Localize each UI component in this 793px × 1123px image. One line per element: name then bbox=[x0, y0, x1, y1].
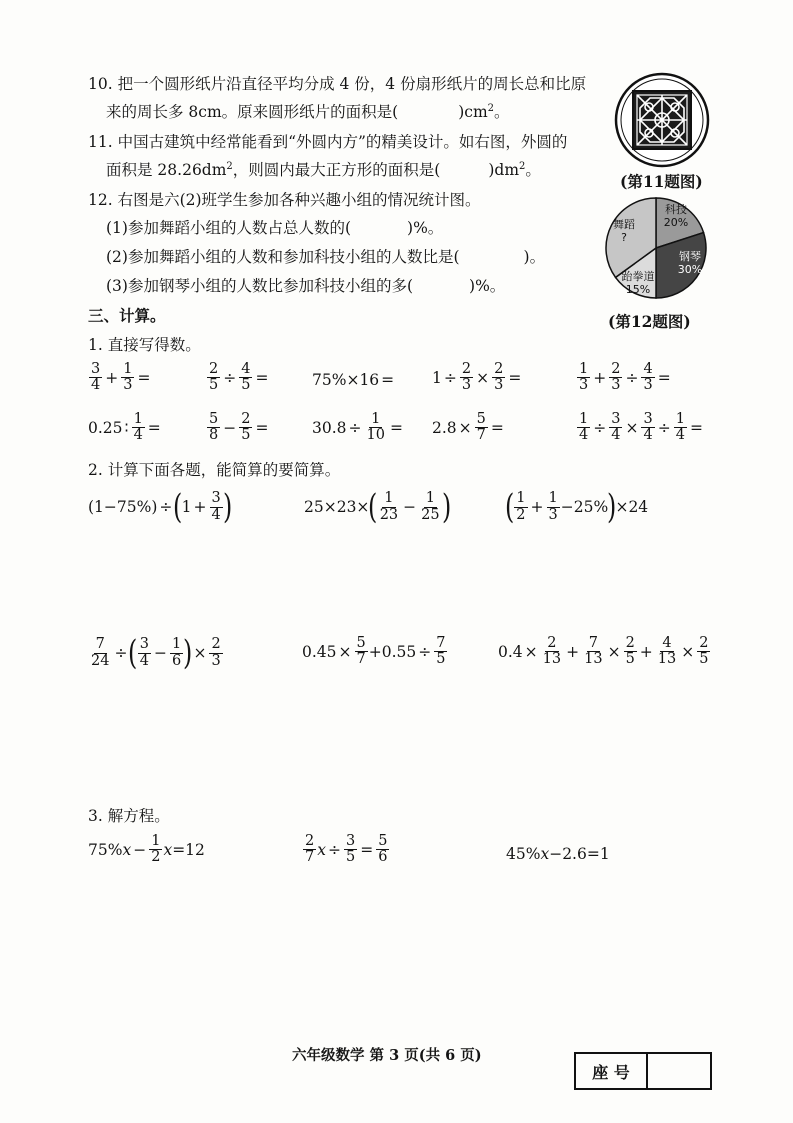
mental-calc-9: 2.8 × $\frac{5}{7}$ = bbox=[432, 411, 504, 444]
q10-text-c: 。 bbox=[494, 103, 510, 121]
q12-sub1-end: )%。 bbox=[407, 219, 444, 237]
part-3-heading: 3. 解方程。 bbox=[88, 807, 170, 825]
pie-value-wudao: ? bbox=[621, 231, 627, 244]
frac: $\frac{3}{4}$ bbox=[91, 361, 101, 394]
fig11-caption: (第11题图) bbox=[620, 172, 703, 191]
q10-text-a: 来的周长多 8cm。原来圆形纸片的面积是( bbox=[106, 103, 399, 121]
fig12-caption: (第12题图) bbox=[608, 312, 691, 331]
seat-label: 座 号 bbox=[576, 1054, 648, 1088]
mental-calc-4: 1 ÷ $\frac{2}{3}$ × $\frac{2}{3}$ = bbox=[432, 361, 522, 394]
equation-3: 45% x −2.6=1 bbox=[506, 845, 610, 863]
q11-line2 bbox=[106, 158, 541, 180]
q10-line2 bbox=[106, 100, 510, 122]
part-1-heading: 1. 直接写得数。 bbox=[88, 336, 201, 354]
frac: $\frac{1}{3}$ bbox=[123, 361, 133, 394]
q11-text-c: )dm bbox=[488, 161, 520, 179]
page-footer: 六年级数学 第 3 页(共 6 页) bbox=[292, 1047, 482, 1064]
q12-sub1 bbox=[106, 216, 443, 238]
fig12-pie-chart bbox=[596, 194, 716, 302]
q12-stem: 12. 右图是六(2)班学生参加各种兴趣小组的情况统计图。 bbox=[88, 191, 481, 209]
seat-number-box bbox=[574, 1052, 712, 1090]
q12-sub2 bbox=[106, 245, 545, 267]
mental-calc-8: 30.8 ÷ $\frac{1}{10}$ = bbox=[312, 411, 403, 444]
q11-sup1: 2 bbox=[226, 160, 233, 172]
q11-sup2: 2 bbox=[519, 160, 526, 172]
q12-sub3-end: )%。 bbox=[469, 277, 506, 295]
mental-calc-2: $\frac{2}{5}$ ÷ $\frac{4}{5}$ = bbox=[209, 361, 269, 394]
q12-sub1-text: (1)参加舞蹈小组的人数占总人数的( bbox=[106, 219, 352, 237]
calc-problem-2: 25×23× ( $\frac{1}{23}$ − $\frac{1}{25}$ ) bbox=[304, 487, 451, 527]
pie-value-gangqin: 30% bbox=[677, 263, 703, 276]
calc-problem-5: 0.45 × $\frac{5}{7}$ +0.55 ÷ $\frac{7}{5}$ bbox=[302, 635, 446, 668]
calc-problem-6: 0.4 × $\frac{2}{13}$ + $\frac{7}{13}$ × $\frac{2}{5}$ + $\frac{4}{13}$ × $\frac{2}{5}$ bbox=[498, 635, 709, 668]
mental-calc-7: $\frac{5}{8}$ − $\frac{2}{5}$ = bbox=[209, 411, 269, 444]
calc-problem-3: ( $\frac{1}{2}$ + $\frac{1}{3}$ −25% ) ×24 bbox=[504, 487, 649, 527]
q10-line1: 10. 把一个圆形纸片沿直径平均分成 4 份，4 份扇形纸片的周长总和比原 bbox=[88, 75, 587, 93]
seat-number-field[interactable] bbox=[648, 1054, 710, 1088]
pie-value-taiquandao: 15% bbox=[625, 283, 651, 296]
q11-line1: 11. 中国古建筑中经常能看到“外圆内方”的精美设计。如右图，外圆的 bbox=[88, 133, 568, 151]
q12-sub3 bbox=[106, 274, 505, 296]
mental-calc-6: 0.25 ∶ $\frac{1}{4}$ = bbox=[88, 411, 161, 444]
q12-sub2-end: )。 bbox=[523, 248, 546, 266]
pie-label-keji: 科技 bbox=[665, 203, 687, 216]
q10-text-b: )cm bbox=[458, 103, 488, 121]
calc-problem-4: $\frac{7}{24}$ ÷ ( $\frac{3}{4}$ − $\frac{1}{6}$ ) × $\frac{2}{3}$ bbox=[91, 633, 221, 673]
q11-text-b: ，则圆内最大正方形的面积是( bbox=[232, 161, 441, 179]
pie-label-wudao: 舞蹈 bbox=[613, 218, 635, 231]
section-3-heading: 三、计算。 bbox=[88, 306, 166, 325]
pie-label-taiquandao: 跆拳道 bbox=[621, 270, 655, 283]
q10-sup: 2 bbox=[487, 102, 495, 114]
pie-value-keji: 20% bbox=[663, 216, 689, 229]
pie-label-gangqin: 钢琴 bbox=[679, 250, 701, 263]
q12-sub2-text: (2)参加舞蹈小组的人数和参加科技小组的人数比是( bbox=[106, 248, 460, 266]
mental-calc-5: $\frac{1}{3}$ + $\frac{2}{3}$ ÷ $\frac{4}{3}$ = bbox=[579, 361, 671, 394]
fig11-circle-square-figure bbox=[614, 72, 710, 168]
equation-1: 75% x − $\frac{1}{2}$ x =12 bbox=[88, 833, 205, 866]
q12-sub3-text: (3)参加钢琴小组的人数比参加科技小组的多( bbox=[106, 277, 414, 295]
q11-text-a: 面积是 28.26dm bbox=[106, 161, 227, 179]
equation-2: $\frac{2}{7}$ x ÷ $\frac{3}{5}$ = $\frac{5}{6}$ bbox=[305, 833, 388, 866]
mental-calc-10: $\frac{1}{4}$ ÷ $\frac{3}{4}$ × $\frac{3}{4}$ ÷ $\frac{1}{4}$ = bbox=[579, 411, 703, 444]
mental-calc-3: 75%×16 = bbox=[312, 371, 395, 389]
part-2-heading: 2. 计算下面各题，能简算的要简算。 bbox=[88, 461, 341, 479]
mental-calc-1: $\frac{3}{4}$ + $\frac{1}{3}$ = bbox=[91, 361, 151, 394]
q11-text-d: 。 bbox=[525, 161, 541, 179]
calc-problem-1: (1−75%) ÷ ( 1 + $\frac{3}{4}$ ) bbox=[88, 487, 233, 527]
